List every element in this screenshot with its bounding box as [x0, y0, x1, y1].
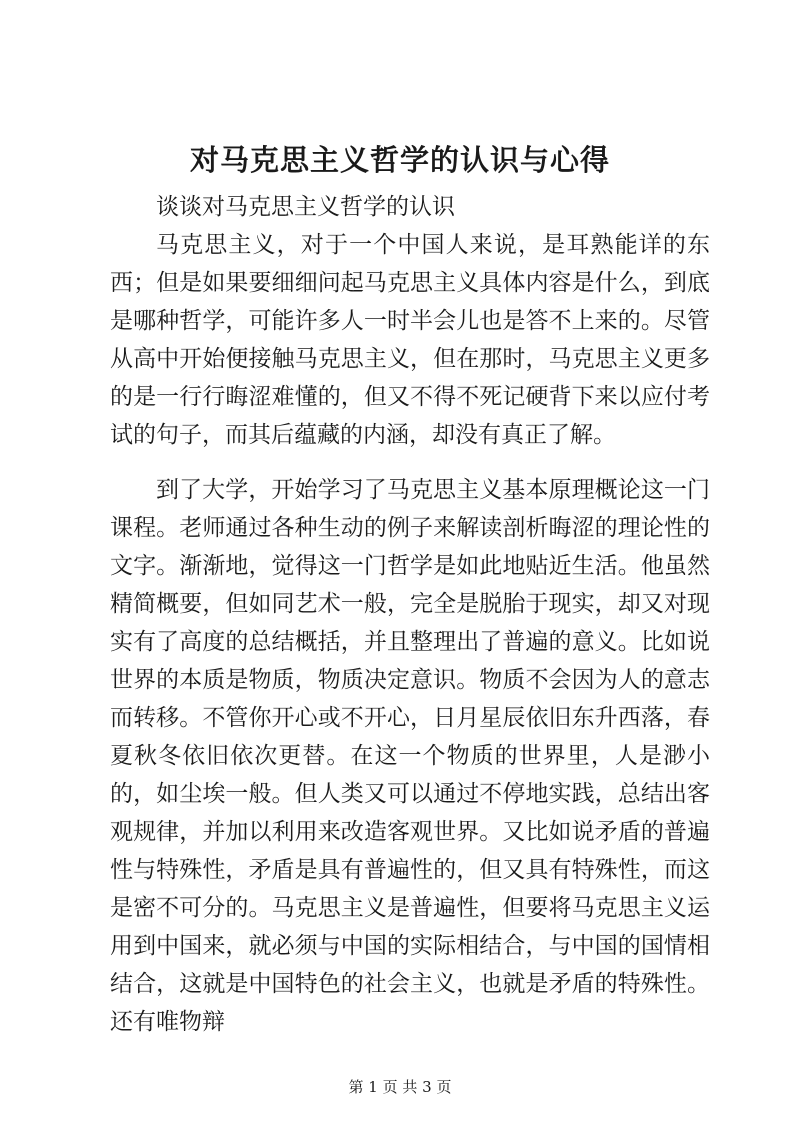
paragraph: 马克思主义，对于一个中国人来说，是耳熟能详的东西；但是如果要细细问起马克思主义具体内容是什么，到底是哪种哲学，可能许多人一时半会儿也是答不上来的。尽管从高中开始便接触马克思主义，但在那时，马克思主义更多的是一行行晦涩难懂的，但又不得不死记硬背下来以应付考试的句子，而其后蕴藏的内涵，却没有真正了解。	[110, 232, 710, 448]
paragraph: 到了大学，开始学习了马克思主义基本原理概论这一门课程。老师通过各种生动的例子来解读剖析晦涩的理论性的文字。渐渐地，觉得这一门哲学是如此地贴近生活。他虽然精简概要，但如同艺术一般，完全是脱胎于现实，却又对现实有了高度的总结概括，并且整理出了普遍的意义。比如说世界的本质是物质，物质决定意识。物质不会因为人的意志而转移。不管你开心或不开心，日月星辰依旧东升西落，春夏秋冬依旧依次更替。在这一个物质的世界里，人是渺小的，如尘埃一般。但人类又可以通过不停地实践，总结出客观规律，并加以利用来改造客观世界。又比如说矛盾的普遍性与特殊性，矛盾是具有普遍性的，但又具有特殊性，而这是密不可分的。马克思主义是普遍性，但要将马克思主义运用到中国来，就必须与中国的实际相结合，与中国的国情相结合，这就是中国特色的社会主义，也就是矛盾的特殊性。还有唯物辩	[110, 477, 710, 1035]
document-title: 对马克思主义哲学的认识与心得	[189, 143, 610, 177]
document-subtitle: 谈谈对马克思主义哲学的认识	[156, 194, 455, 220]
document-body	[110, 188, 710, 1041]
page-number: 第 1 页 共 3 页	[348, 1078, 452, 1096]
